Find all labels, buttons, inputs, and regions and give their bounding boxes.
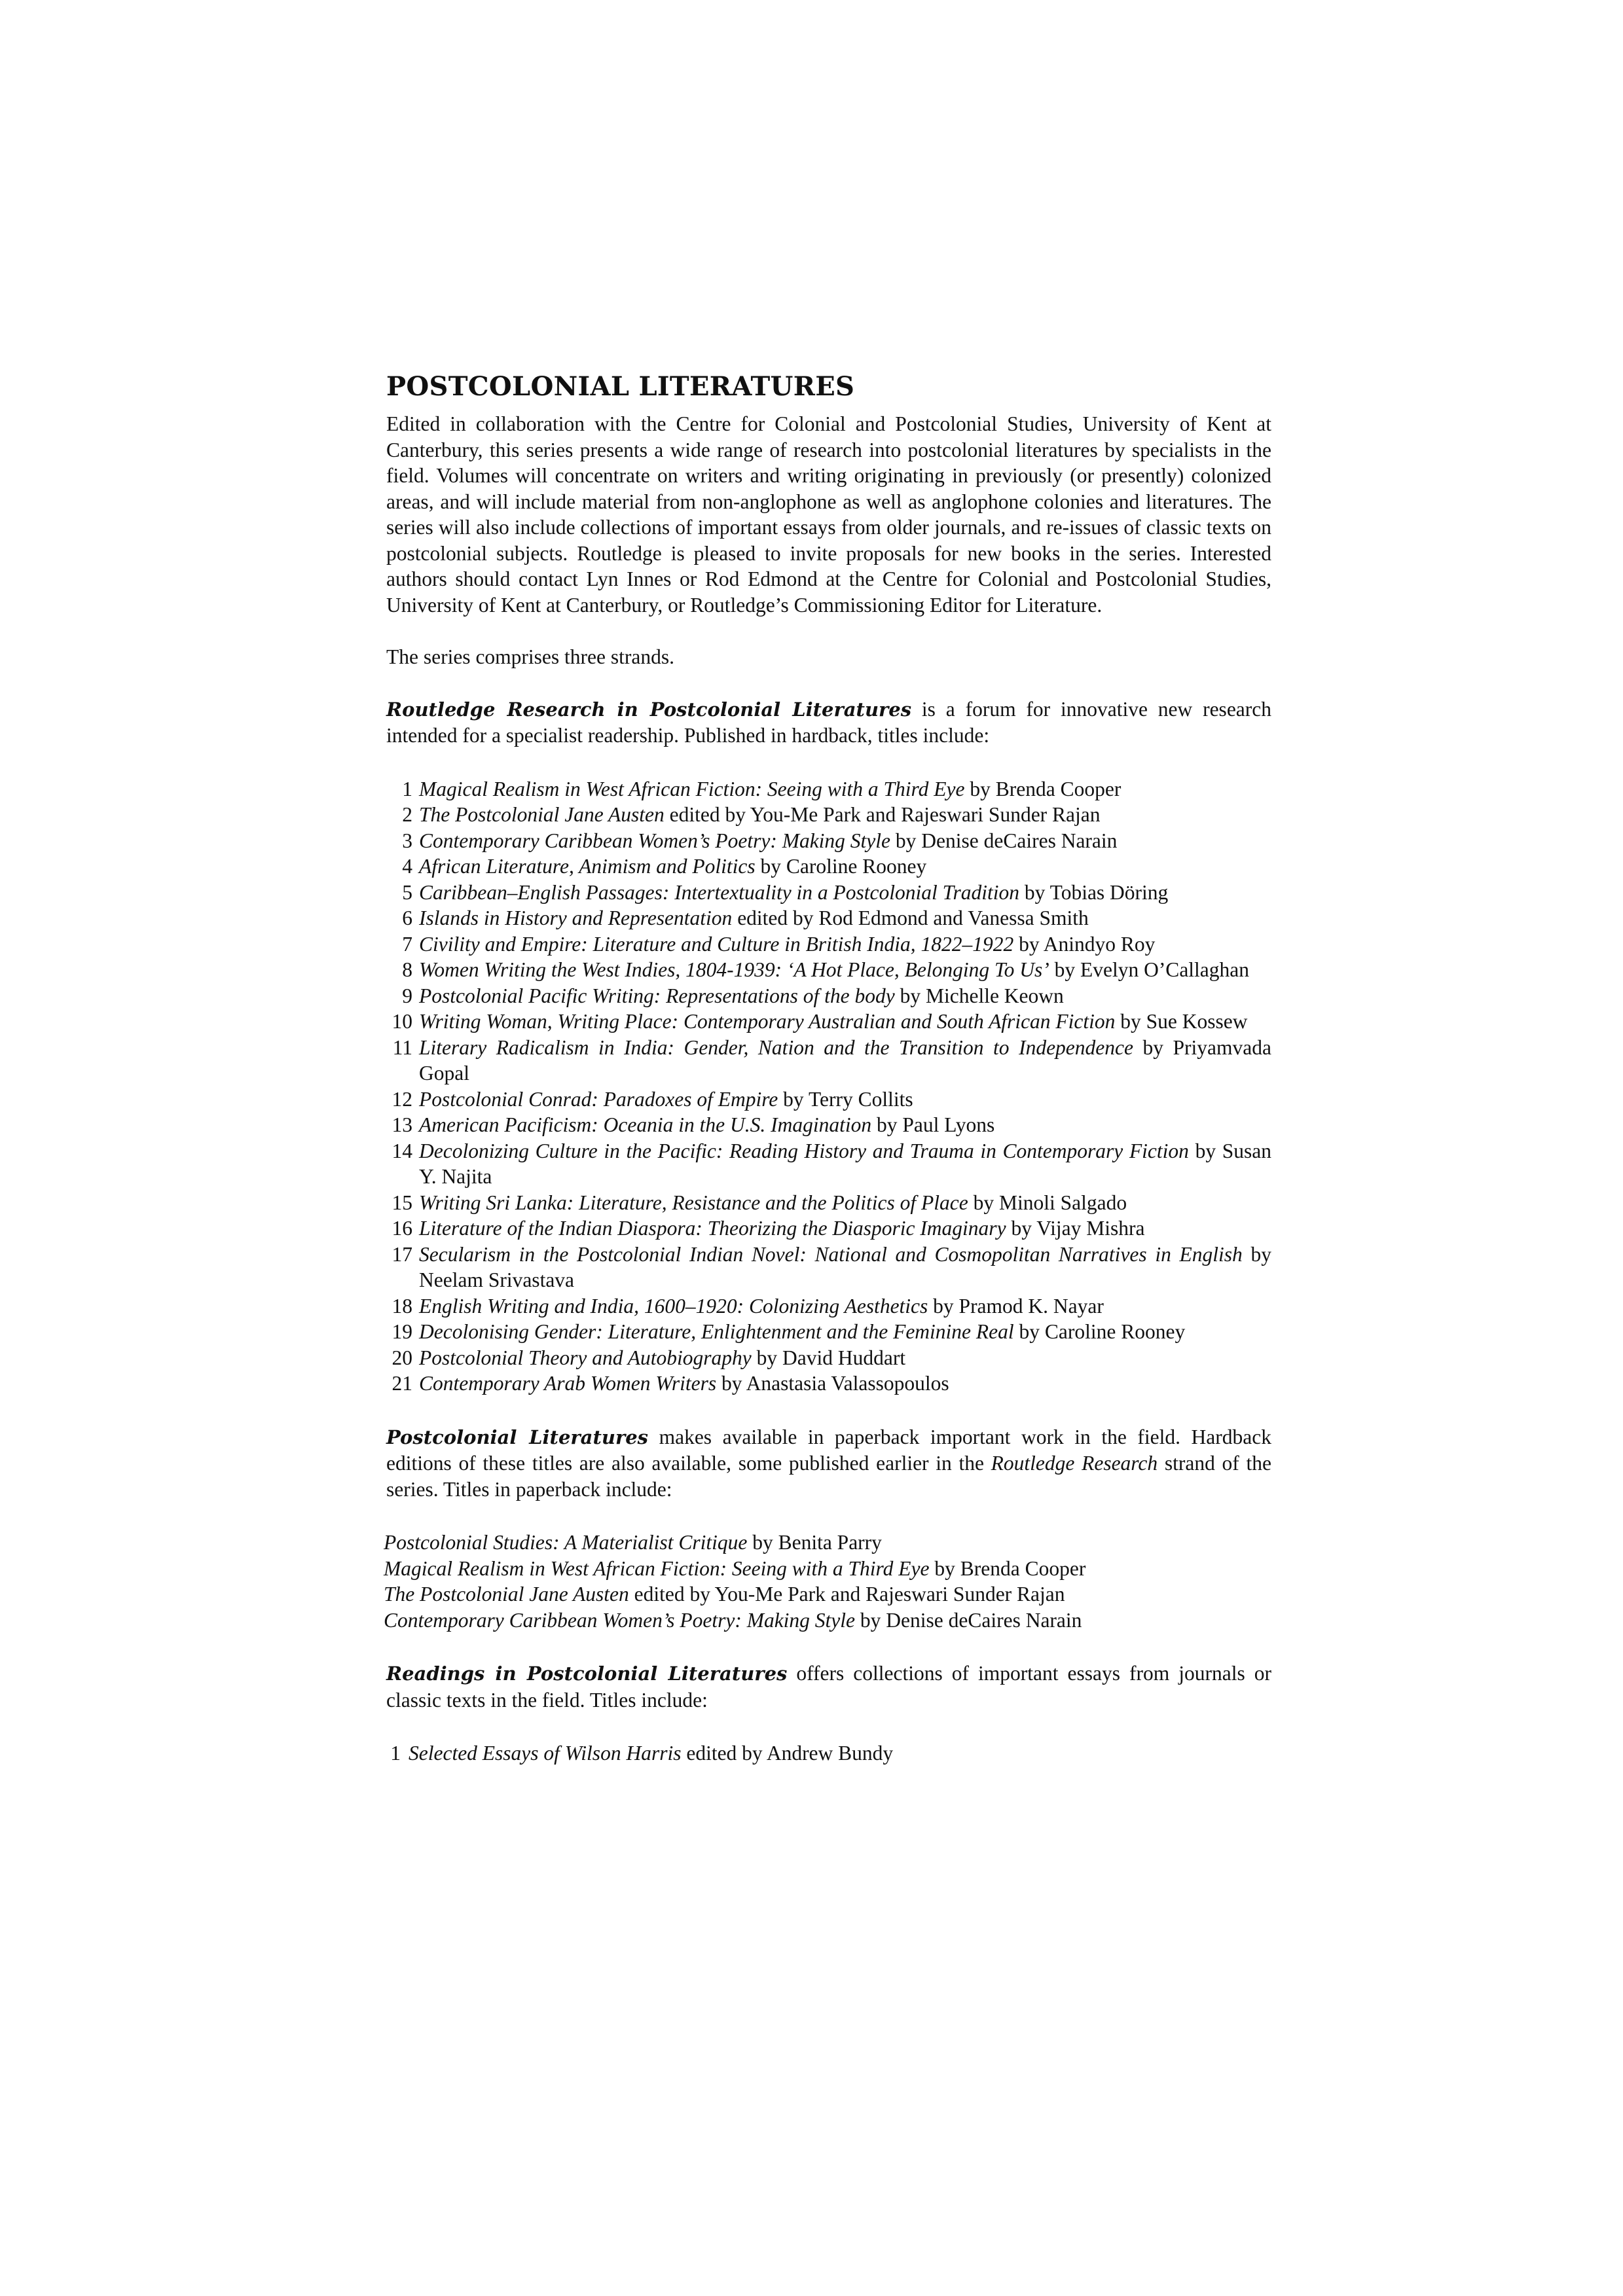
book-credit: by Caroline Rooney: [755, 855, 927, 878]
list-item: [386, 1138, 1271, 1190]
book-title: Islands in History and Representation: [419, 906, 733, 929]
book-title: The Postcolonial Jane Austen: [419, 803, 665, 826]
book-title: Secularism in the Postcolonial Indian Novel: National and Cosmopolitan Narratives in English: [419, 1242, 1243, 1266]
book-credit: by Neelam Srivastava: [419, 1242, 1271, 1291]
item-number: 10: [392, 1010, 412, 1033]
list-item: [384, 1607, 1271, 1634]
list-item: [386, 1009, 1271, 1035]
list-item: [386, 828, 1271, 854]
book-title: The Postcolonial Jane Austen: [384, 1583, 629, 1605]
book-title: Contemporary Caribbean Women’s Poetry: Making Style: [384, 1608, 856, 1632]
item-number: 8: [402, 958, 412, 981]
list-item: [386, 1371, 1271, 1397]
research-strand-description: [386, 696, 1271, 749]
paperback-strand-text-end: strand of the series. Titles in paperback include:: [386, 1452, 1271, 1501]
list-item: [386, 802, 1271, 828]
book-credit: edited by Andrew Bundy: [681, 1742, 894, 1765]
item-number: 18: [392, 1294, 412, 1318]
book-credit: by Denise deCaires Narain: [855, 1608, 1082, 1632]
book-credit: by Terry Collits: [778, 1087, 913, 1111]
list-item: [386, 1242, 1271, 1293]
item-number: 21: [392, 1372, 412, 1395]
paperback-strand-name: Postcolonial Literatures: [386, 1426, 649, 1448]
research-title-list: [386, 776, 1271, 1397]
book-title: Postcolonial Theory and Autobiography: [419, 1346, 752, 1369]
book-title: Caribbean–English Passages: Intertextuality in a Postcolonial Tradition: [419, 880, 1019, 904]
item-number: 13: [392, 1113, 412, 1136]
book-credit: by Brenda Cooper: [929, 1556, 1086, 1580]
list-item: [386, 1112, 1271, 1138]
list-item: [386, 905, 1271, 931]
book-credit: by Minoli Salgado: [968, 1191, 1127, 1214]
item-number: 9: [402, 984, 412, 1007]
book-title: Postcolonial Studies: A Materialist Critique: [384, 1531, 748, 1554]
list-item: [386, 1740, 1271, 1767]
list-item: [386, 983, 1271, 1009]
readings-strand-description: [386, 1660, 1271, 1713]
book-title: Contemporary Arab Women Writers: [419, 1372, 717, 1395]
book-title: Literature of the Indian Diaspora: Theorizing the Diasporic Imaginary: [419, 1217, 1006, 1240]
research-strand-name: Routledge Research in Postcolonial Literatures: [386, 698, 912, 721]
item-number: 17: [392, 1242, 412, 1266]
readings-strand-text: offers collections of important essays from journals or classic texts in the field. Titles include:: [386, 1662, 1271, 1712]
book-credit: by Brenda Cooper: [964, 777, 1122, 800]
item-number: 14: [392, 1139, 412, 1162]
strands-note: The series comprises three strands.: [386, 645, 674, 668]
item-number: 11: [392, 1035, 412, 1059]
book-title: Postcolonial Conrad: Paradoxes of Empire: [419, 1087, 778, 1111]
paperback-title-list: [386, 1530, 1271, 1633]
book-credit: by David Huddart: [751, 1346, 906, 1369]
item-number: 1: [390, 1742, 401, 1765]
item-number: 20: [392, 1346, 412, 1369]
book-credit: by Pramod K. Nayar: [928, 1294, 1104, 1318]
book-credit: by Caroline Rooney: [1013, 1320, 1186, 1343]
item-number: 19: [392, 1320, 412, 1343]
list-item: [386, 1215, 1271, 1242]
list-item: [386, 1319, 1271, 1345]
list-item: [386, 1035, 1271, 1086]
book-title: Writing Woman, Writing Place: Contemporary Australian and South African Fiction: [419, 1010, 1116, 1033]
paperback-strand-text: makes available in paperback important work in the field. Hardback editions of these titles are also available, some published earlier in the: [386, 1425, 1271, 1475]
book-title: Civility and Empire: Literature and Culture in British India, 1822–1922: [419, 932, 1014, 956]
book-title: Decolonizing Culture in the Pacific: Reading History and Trauma in Contemporary Fiction: [419, 1139, 1189, 1162]
list-item: [386, 931, 1271, 958]
book-title: Decolonising Gender: Literature, Enlightenment and the Feminine Real: [419, 1320, 1014, 1343]
list-item: [386, 853, 1271, 880]
book-credit: by Benita Parry: [747, 1531, 882, 1554]
book-title: African Literature, Animism and Politics: [419, 855, 756, 878]
item-number: 3: [402, 829, 412, 852]
book-credit: edited by You-Me Park and Rajeswari Sunder Rajan: [629, 1583, 1065, 1605]
book-credit: by Sue Kossew: [1115, 1010, 1248, 1033]
list-item: [386, 1086, 1271, 1113]
book-title: Women Writing the West Indies, 1804-1939: ‘A Hot Place, Belonging To Us’: [419, 958, 1049, 981]
list-item: [386, 957, 1271, 983]
book-title: English Writing and India, 1600–1920: Colonizing Aesthetics: [419, 1294, 928, 1318]
book-credit: by Susan Y. Najita: [419, 1139, 1271, 1188]
list-item: [386, 1345, 1271, 1371]
book-title: Magical Realism in West African Fiction: Seeing with a Third Eye: [384, 1556, 930, 1580]
item-number: 5: [402, 880, 412, 904]
book-title: Selected Essays of Wilson Harris: [409, 1742, 682, 1765]
series-page: [386, 372, 1271, 1767]
item-number: 15: [392, 1191, 412, 1214]
book-credit: by Tobias Döring: [1019, 880, 1169, 904]
book-credit: by Priyamvada Gopal: [419, 1035, 1271, 1085]
book-title: Writing Sri Lanka: Literature, Resistance and the Politics of Place: [419, 1191, 968, 1214]
book-credit: by Anastasia Valassopoulos: [716, 1372, 949, 1395]
book-title: American Pacificism: Oceania in the U.S. Imagination: [419, 1113, 872, 1136]
item-number: 6: [402, 906, 412, 929]
book-title: Postcolonial Pacific Writing: Representations of the body: [419, 984, 895, 1007]
readings-strand-name: Readings in Postcolonial Literatures: [386, 1662, 788, 1685]
book-credit: edited by You-Me Park and Rajeswari Sunder Rajan: [664, 803, 1101, 826]
book-credit: edited by Rod Edmond and Vanessa Smith: [732, 906, 1089, 929]
paperback-strand-emphasis: Routledge Research: [991, 1452, 1158, 1475]
book-credit: by Michelle Keown: [894, 984, 1064, 1007]
list-item: [386, 1190, 1271, 1216]
list-item: [386, 776, 1271, 802]
item-number: 2: [402, 803, 412, 826]
book-credit: by Paul Lyons: [871, 1113, 995, 1136]
item-number: 7: [402, 932, 412, 956]
list-item: [384, 1556, 1271, 1582]
book-credit: by Denise deCaires Narain: [890, 829, 1118, 852]
research-strand-text: is a forum for innovative new research intended for a specialist readership. Published in hardback, titles include:: [386, 697, 1272, 747]
book-credit: by Anindyo Roy: [1013, 932, 1156, 956]
list-item: [386, 1293, 1271, 1319]
list-item: [386, 880, 1271, 906]
series-heading: POSTCOLONIAL LITERATURES: [386, 371, 855, 402]
book-credit: by Evelyn O’Callaghan: [1049, 958, 1250, 981]
intro-paragraph: Edited in collaboration with the Centre for Colonial and Postcolonial Studies, University of Kent at Canterbury, this series presents a wide range of research into postcolonial literatures by specialists in the field. Volumes will concentrate on writers and writing originating in previously (or presently) colonized areas, and will include material from non-anglophone as well as anglophone colonies and literatures. The series will also include collections of important essays from older journals, and re-issues of classic texts on postcolonial subjects. Routledge is pleased to invite proposals for new books in the series. Interested authors should contact Lyn Innes or Rod Edmond at the Centre for Colonial and Postcolonial Studies, University of Kent at Canterbury, or Routledge’s Commissioning Editor for Literature.: [386, 412, 1271, 617]
item-number: 12: [392, 1087, 412, 1111]
item-number: 16: [392, 1217, 412, 1240]
item-number: 1: [402, 777, 412, 800]
list-item: [384, 1530, 1271, 1556]
readings-title-list: [386, 1740, 1271, 1767]
book-credit: by Vijay Mishra: [1006, 1217, 1145, 1240]
item-number: 4: [402, 855, 412, 878]
book-title: Contemporary Caribbean Women’s Poetry: Making Style: [419, 829, 891, 852]
book-title: Literary Radicalism in India: Gender, Nation and the Transition to Independence: [419, 1035, 1133, 1059]
list-item: [384, 1581, 1271, 1607]
book-title: Magical Realism in West African Fiction: Seeing with a Third Eye: [419, 777, 965, 800]
paperback-strand-description: [386, 1424, 1271, 1503]
